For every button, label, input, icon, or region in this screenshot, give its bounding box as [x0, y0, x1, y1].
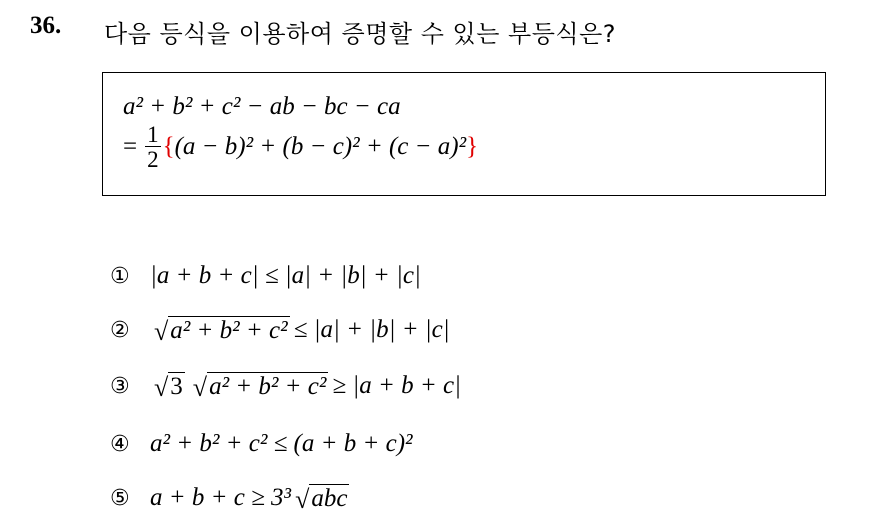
radicand: 3: [170, 373, 183, 400]
sqrt-radical-abc: [295, 484, 349, 513]
choice-3[interactable]: [110, 372, 461, 401]
radical-sign: √: [154, 372, 169, 402]
equals-sign: =: [123, 133, 138, 160]
radicand: a² + b² + c²: [209, 373, 327, 400]
sqrt-radical: [154, 316, 290, 345]
choice-3-number: ③: [110, 373, 130, 399]
sqrt-radical-sum: [193, 372, 329, 401]
fraction-denominator: 2: [147, 147, 159, 172]
choice-4-text: a² + b² + c² ≤ (a + b + c)²: [150, 430, 413, 457]
radicand: abc: [311, 485, 348, 512]
squared-differences: (a − b)² + (b − c)² + (c − a)²: [174, 133, 467, 160]
radical-sign: √: [295, 484, 310, 514]
choice-4[interactable]: [110, 430, 413, 458]
choice-5-number: ⑤: [110, 485, 130, 511]
choice-2[interactable]: [110, 316, 450, 345]
choice-1-text: |a + b + c| ≤ |a| + |b| + |c|: [150, 262, 421, 289]
question-text: 다음 등식을 이용하여 증명할 수 있는 부등식은?: [104, 20, 617, 48]
radicand: a² + b² + c²: [170, 317, 288, 344]
fraction-one-half: [145, 123, 161, 171]
radical-sign: √: [154, 316, 169, 346]
choice-1[interactable]: [110, 262, 421, 290]
choice-2-number: ②: [110, 317, 130, 343]
choice-2-rest: ≤ |a| + |b| + |c|: [293, 316, 450, 344]
radical-sign: √: [192, 372, 208, 402]
choice-1-number: ①: [110, 263, 130, 289]
choice-4-number: ④: [110, 431, 130, 457]
choice-3-rest: ≥ |a + b + c|: [332, 372, 461, 400]
fraction-numerator: 1: [147, 122, 159, 147]
brace-close: }: [466, 133, 479, 160]
brace-open: {: [162, 133, 175, 160]
identity-box: [102, 72, 826, 196]
sqrt-radical-3: [154, 372, 185, 401]
choice-5[interactable]: [110, 484, 353, 513]
question-number: 36.: [30, 12, 62, 39]
identity-line-1: a² + b² + c² − ab − bc − ca: [123, 93, 401, 120]
identity-line-2: [123, 123, 478, 171]
choice-5-lhs: a + b + c ≥ 3³: [150, 484, 292, 512]
